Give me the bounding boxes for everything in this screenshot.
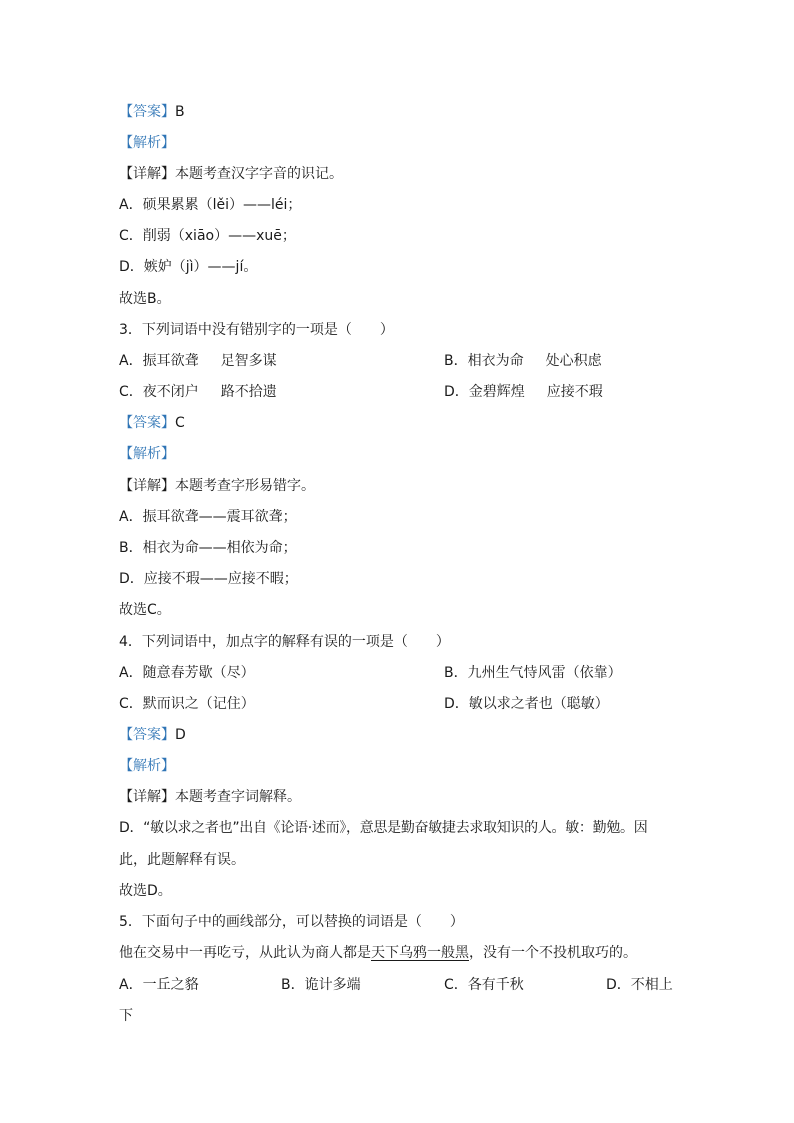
option-b: B．诡计多端 — [281, 977, 361, 993]
answer-tag: 【答案】 — [119, 415, 175, 431]
detail-tag: 【详解】 — [119, 166, 175, 182]
option-text: 处心积虑 — [545, 353, 602, 369]
analysis-tag: 【解析】 — [119, 446, 175, 462]
explanation-line: 此，此题解释有误。 — [119, 852, 245, 868]
sentence-text: 他在交易中一再吃亏，从此认为商人都是 — [119, 945, 371, 961]
option-a: A．一丘之貉 — [119, 977, 199, 993]
option-b: B．九州生气恃风雷（依靠） — [444, 665, 622, 681]
conclusion: 故选B。 — [119, 291, 171, 307]
underlined-phrase: 天下乌鸦一般黑 — [371, 945, 469, 961]
detail-item: A．振耳欲聋——震耳欲聋； — [119, 509, 297, 525]
answer-value: B — [175, 104, 185, 120]
analysis-tag: 【解析】 — [119, 758, 175, 774]
option-wrap-text: 下 — [119, 1008, 133, 1024]
option-text: 相衣为命 — [467, 353, 524, 369]
detail-text: 本题考查汉字字音的识记。 — [175, 166, 343, 182]
detail-item: D．嫉妒（jì）——jí。 — [119, 259, 258, 275]
detail-item: A．硕果累累（lěi）——léi； — [119, 197, 302, 213]
option-d — [444, 381, 603, 403]
q2-detail-line — [119, 163, 343, 185]
option-b — [444, 350, 602, 372]
option-text: 应接不瑕 — [546, 384, 603, 400]
detail-item: D．应接不瑕——应接不暇； — [119, 571, 298, 587]
q3-answer-line — [119, 412, 185, 434]
detail-tag: 【详解】 — [119, 789, 175, 805]
option-text: 振耳欲聋 — [142, 353, 199, 369]
option-text: 金碧辉煌 — [468, 384, 525, 400]
answer-value: C — [175, 415, 185, 431]
conclusion: 故选C。 — [119, 602, 171, 618]
q2-answer-line — [119, 101, 185, 123]
detail-tag: 【详解】 — [119, 478, 175, 494]
q3-detail-line — [119, 475, 315, 497]
option-d: D．敏以求之者也（聪敏） — [444, 696, 609, 712]
detail-text: 本题考查字词解释。 — [175, 789, 301, 805]
option-label: C． — [119, 384, 143, 400]
question-stem: 4．下列词语中，加点字的解释有误的一项是（ ） — [119, 634, 450, 650]
answer-tag: 【答案】 — [119, 104, 175, 120]
conclusion: 故选D。 — [119, 883, 172, 899]
option-text: 路不拾遗 — [220, 384, 277, 400]
question-sentence — [119, 942, 637, 964]
option-c: C．默而识之（记住） — [119, 696, 255, 712]
option-label: B． — [444, 353, 468, 369]
option-text: 夜不闭户 — [142, 384, 199, 400]
option-text: 足智多谋 — [220, 353, 277, 369]
sentence-text: ，没有一个不投机取巧的。 — [469, 945, 637, 961]
answer-tag: 【答案】 — [119, 727, 175, 743]
option-a — [119, 350, 277, 372]
explanation-line: D．“敏以求之者也”出自《论语·述而》，意思是勤奋敏捷去求取知识的人。敏：勤勉。因 — [119, 820, 648, 836]
detail-item: B．相衣为命——相依为命； — [119, 540, 297, 556]
option-label: A． — [119, 353, 143, 369]
q4-answer-line — [119, 724, 186, 746]
option-label: D． — [444, 384, 469, 400]
option-c: C．各有千秋 — [444, 977, 524, 993]
question-stem: 3．下列词语中没有错别字的一项是（ ） — [119, 322, 394, 338]
q4-detail-line — [119, 786, 301, 808]
detail-item: C．削弱（xiāo）——xuē； — [119, 228, 296, 244]
question-stem: 5．下面句子中的画线部分，可以替换的词语是（ ） — [119, 914, 464, 930]
option-a: A．随意春芳歇（尽） — [119, 665, 255, 681]
option-c — [119, 381, 277, 403]
option-d: D．不相上 — [606, 977, 673, 993]
analysis-tag: 【解析】 — [119, 135, 175, 151]
detail-text: 本题考查字形易错字。 — [175, 478, 315, 494]
answer-value: D — [175, 727, 186, 743]
